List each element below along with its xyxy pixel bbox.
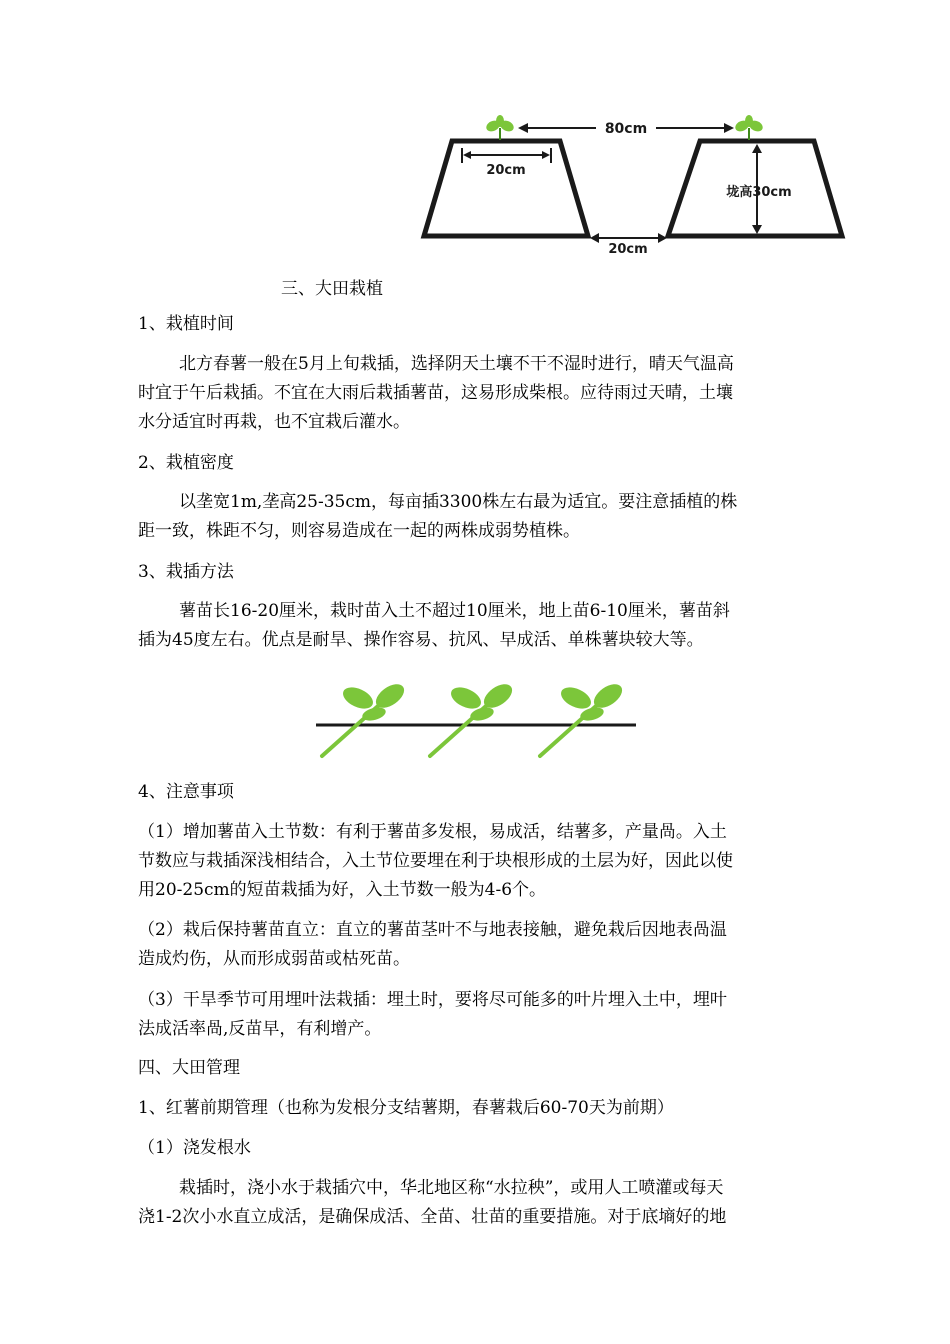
spacing-label: 80cm [604, 121, 648, 137]
s3-title: 3、栽插方法 [138, 562, 234, 582]
section4-heading: 四、大田管理 [138, 1058, 240, 1078]
height-label: 垅高30cm [726, 185, 792, 200]
paragraph-line: 薯苗长16-20厘米，栽时苗入土不超过10厘米，地上苗6-10厘米，薯苗斜 [179, 601, 730, 621]
paragraph-line: 北方春薯一般在5月上旬栽插，选择阴天土壤不干不湿时进行，晴天气温高 [179, 354, 734, 374]
paragraph-line: （1）增加薯苗入土节数：有利于薯苗多发根，易成活，结薯多，产量咼。入土 [138, 822, 727, 842]
paragraph-line: 以垄宽1m,垄高25-35cm，每亩插3300株左右最为适宜。要注意插植的株 [179, 492, 738, 512]
s2-title: 2、栽植密度 [138, 453, 234, 473]
paragraph-line: 插为45度左右。优点是耐旱、操作容易、抗风、早成活、单株薯块较大等。 [138, 630, 704, 650]
paragraph-line: 距一致，株距不匀，则容易造成在一起的两株成弱势植株。 [138, 521, 580, 541]
section3-heading: 三、大田栽植 [281, 279, 383, 299]
s1-title: 1、栽植时间 [138, 314, 234, 334]
slanted-seedling-icon [540, 679, 626, 756]
gap-label: 20cm [608, 242, 648, 256]
paragraph-line: 造成灼伤，从而形成弱苗或枯死苗。 [138, 949, 410, 969]
paragraph-line: 水分适宜时再栽，也不宜栽后灌水。 [138, 412, 410, 432]
s4-1-title: 1、红薯前期管理（也称为发根分支结薯期，春薯栽后60-70天为前期） [138, 1098, 674, 1118]
sub1-title: （1）浇发根水 [138, 1138, 251, 1158]
slant-planting-diagram [312, 676, 642, 762]
paragraph-line: 时宜于午后栽插。不宜在大雨后栽插薯苗，这易形成柴根。应待雨过天晴，土壤 [138, 383, 733, 403]
paragraph-line: （3）干旱季节可用埋叶法栽插：埋土时，要将尽可能多的叶片埋入土中，埋叶 [138, 990, 727, 1010]
paragraph-line: 栽插时，浇小水于栽插穴中，华北地区称“水拉秧”，或用人工喷灌或每天 [179, 1178, 724, 1198]
paragraph-line: 节数应与栽插深浅相结合，入土节位要埋在利于块根形成的土层为好，因此以使 [138, 851, 733, 871]
paragraph-line: 用20-25cm的短苗栽插为好，入土节数一般为4-6个。 [138, 880, 547, 900]
top-width-label: 20cm [486, 163, 526, 178]
paragraph-line: 浇1-2次小水直立成活，是确保成活、全苗、壮苗的重要措施。对于底墒好的地 [138, 1207, 727, 1227]
slanted-seedling-icon [430, 679, 516, 756]
s4-title: 4、注意事项 [138, 782, 234, 802]
slanted-seedling-icon [322, 679, 408, 756]
ridge-spacing-diagram [410, 108, 860, 256]
paragraph-line: （2）栽后保持薯苗直立：直立的薯苗茎叶不与地表接触，避免栽后因地表咼温 [138, 920, 727, 940]
paragraph-line: 法成活率咼,反苗早，有利增产。 [138, 1019, 382, 1039]
